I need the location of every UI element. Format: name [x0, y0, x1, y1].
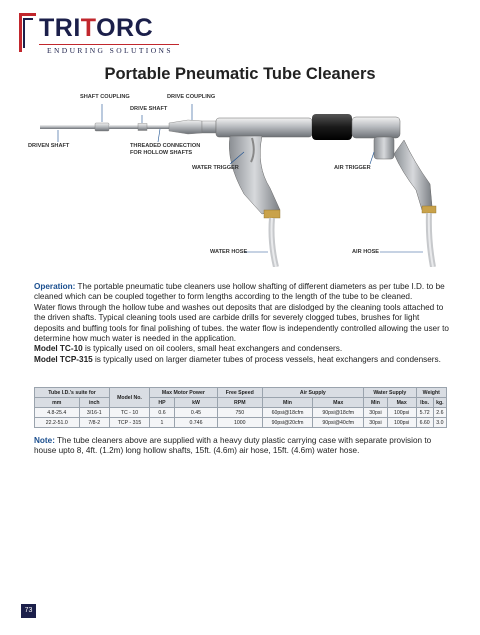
cell-lbs: 5.72 — [416, 408, 433, 418]
cell-mm: 4.8-25.4 — [35, 408, 80, 418]
model2-name: Model TCP-315 — [34, 354, 93, 364]
header-tube: Tube I.D.'s suite for — [35, 388, 110, 398]
subheader-water-min: Min — [364, 398, 388, 408]
header-model: Model No. — [110, 388, 150, 408]
model1-name: Model TC-10 — [34, 344, 83, 354]
label-threaded-line2: FOR HOLLOW SHAFTS — [130, 149, 193, 156]
cell-kw: 0.746 — [175, 418, 218, 428]
cell-inch: 3/16-1 — [79, 408, 110, 418]
logo-name: TRITORC — [39, 14, 154, 42]
header-air: Air Supply — [262, 388, 363, 398]
tritorc-logo — [19, 13, 179, 55]
model2-paragraph — [34, 355, 449, 365]
cell-water-min: 30psi — [364, 418, 388, 428]
cell-kg: 3.0 — [433, 418, 446, 428]
label-driven-shaft: DRIVEN SHAFT — [28, 143, 70, 149]
driven-shaft — [40, 125, 95, 129]
subheader-air-min: Min — [262, 398, 313, 408]
header-weight: Weight — [416, 388, 446, 398]
description-text — [34, 282, 449, 365]
tube-cleaner-illustration — [30, 92, 450, 267]
label-air-trigger: AIR TRIGGER — [334, 165, 371, 171]
subheader-water-max: Max — [387, 398, 416, 408]
logo-divider — [39, 44, 179, 45]
cell-rpm: 1000 — [217, 418, 262, 428]
cell-rpm: 750 — [217, 408, 262, 418]
model1-text: is typically used on oil coolers, small heat exchangers and condensers. — [82, 344, 343, 354]
cell-air-max: 90psi@40cfm — [313, 418, 364, 428]
page-title: Portable Pneumatic Tube Cleaners — [104, 65, 376, 83]
note-label: Note: — [34, 436, 55, 445]
note-paragraph — [34, 436, 449, 457]
operation-paragraph — [34, 282, 449, 303]
cell-hp: 0.6 — [149, 408, 174, 418]
cell-water-min: 30psi — [364, 408, 388, 418]
table-subheader-row — [35, 398, 447, 408]
header-motor: Max Motor Power — [149, 388, 217, 398]
table-row — [35, 418, 447, 428]
water-hose — [272, 218, 277, 267]
label-threaded-line1: THREADED CONNECTION — [130, 143, 201, 149]
header-speed: Free Speed — [217, 388, 262, 398]
subheader-kg: kg. — [433, 398, 446, 408]
label-threaded-connection — [130, 143, 200, 156]
cell-air-min: 60psi@18cfm — [262, 408, 313, 418]
logo-tagline: ENDURING SOLUTIONS — [47, 46, 173, 55]
table-row — [35, 408, 447, 418]
logo-corner-navy — [23, 18, 33, 48]
cell-hp: 1 — [149, 418, 174, 428]
table-header-row — [35, 388, 447, 398]
cell-water-max: 100psi — [387, 418, 416, 428]
water-paragraph: Water flows through the hollow tube and washes out deposits that are dislodged by the cleaning tools attached to the driven shafts. Typical cleaning tools used are carbide drills for severely clogged tubes, brushes for light deposits and buffing tools for final polishing of tubes. the water flow is independently controlled allowing the user to determine how much water is needed in the application. — [34, 302, 449, 344]
cell-mm: 22.2-51.0 — [35, 418, 80, 428]
subheader-air-max: Max — [313, 398, 364, 408]
cell-water-max: 100psi — [387, 408, 416, 418]
label-water-hose: WATER HOSE — [210, 249, 248, 255]
label-drive-coupling: DRIVE COUPLING — [167, 94, 216, 100]
subheader-inch: inch — [79, 398, 110, 408]
note-body: The tube cleaners above are supplied with a heavy duty plastic carrying case with separate provision to house upto 8, 4ft. (1.2m) long hollow shafts, 15ft. (4.6m) air hose, 15ft. (4.6m) water hose. — [34, 436, 432, 456]
cell-inch: 7/8-2 — [79, 418, 110, 428]
air-hose — [429, 213, 433, 267]
subheader-rpm: RPM — [217, 398, 262, 408]
note-text — [34, 436, 449, 457]
cell-model: TCP - 315 — [110, 418, 150, 428]
subheader-kw: kW — [175, 398, 218, 408]
cell-air-min: 90psi@20cfm — [262, 418, 313, 428]
product-figure — [30, 92, 450, 267]
operation-text: The portable pneumatic tube cleaners use hollow shafting of different diameters as per tube I.D. to be cleaned which can be coupled together to form lengths according to the length of the tube to be cleaned. — [34, 282, 445, 302]
drive-coupling — [169, 120, 216, 134]
label-drive-shaft: DRIVE SHAFT — [130, 106, 168, 112]
subheader-hp: HP — [149, 398, 174, 408]
cell-kg: 2.6 — [433, 408, 446, 418]
label-shaft-coupling: SHAFT COUPLING — [80, 94, 130, 100]
cell-kw: 0.45 — [175, 408, 218, 418]
page-number: 73 — [21, 604, 36, 618]
label-air-hose: AIR HOSE — [352, 249, 380, 255]
cell-lbs: 6.60 — [416, 418, 433, 428]
pneumatic-tool — [216, 114, 436, 218]
operation-label: Operation: — [34, 282, 76, 291]
header-water: Water Supply — [364, 388, 417, 398]
cell-model: TC - 10 — [110, 408, 150, 418]
model1-paragraph — [34, 344, 449, 354]
label-water-trigger: WATER TRIGGER — [192, 165, 239, 171]
subheader-lbs: lbs. — [416, 398, 433, 408]
subheader-mm: mm — [35, 398, 80, 408]
shaft-coupling — [95, 123, 109, 131]
cell-air-max: 90psi@18cfm — [313, 408, 364, 418]
model2-text: is typically used on larger diameter tubes of process vessels, heat exchangers and condensers. — [92, 354, 441, 364]
spec-table — [34, 387, 447, 428]
